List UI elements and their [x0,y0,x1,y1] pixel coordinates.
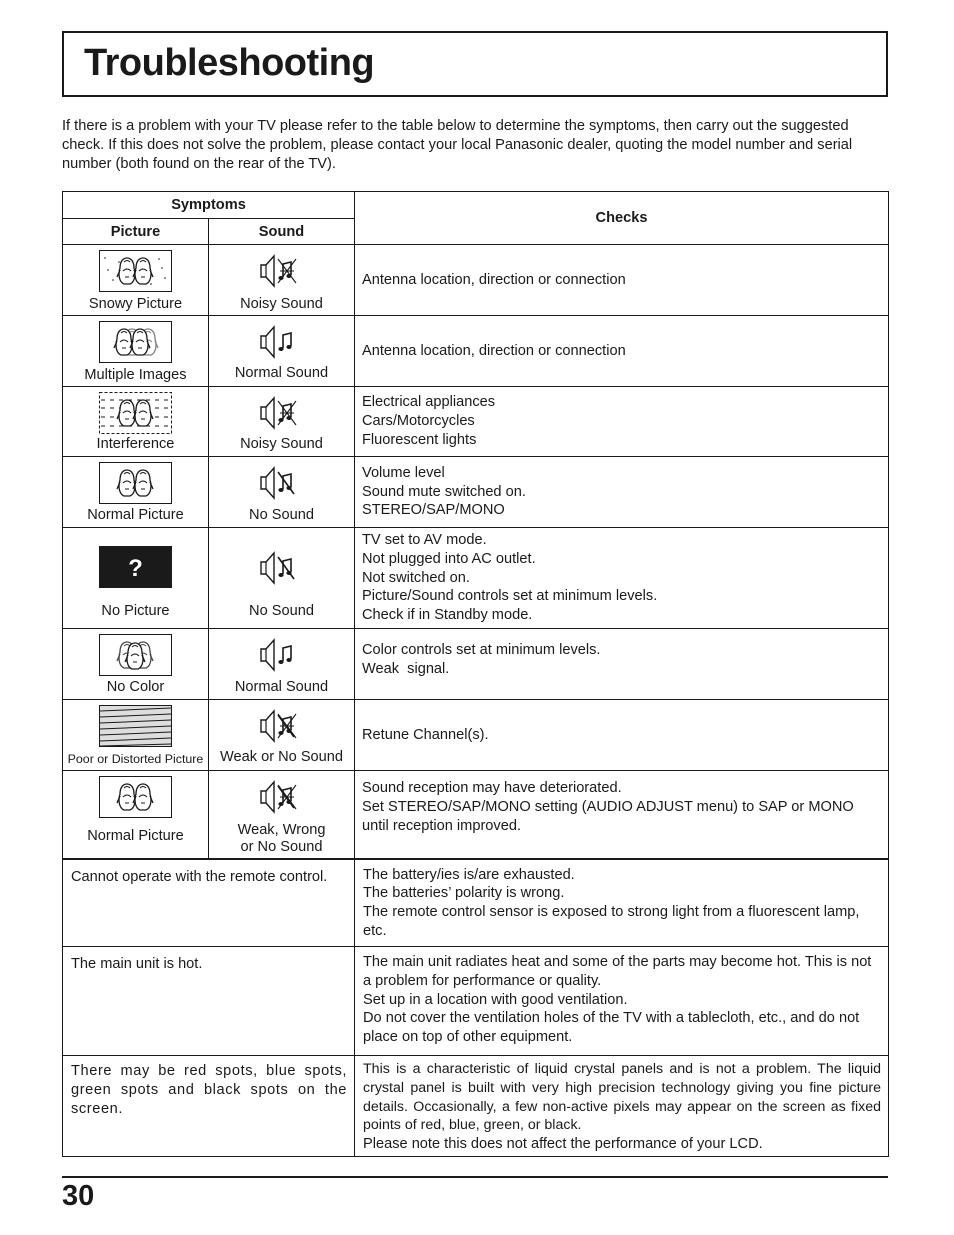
picture-cell [63,316,209,387]
picture-cell [63,771,209,859]
no-color-picture-icon [99,634,172,676]
check-item: Weak signal. [362,660,450,677]
check-item: The main unit radiates heat and some of the parts may become hot. This is not a problem for performance or quality. [363,954,872,989]
no-sound-icon [259,462,305,504]
table-row [63,771,889,859]
checks-cell [355,1056,889,1157]
sound-symptom-label: Normal Sound [234,365,329,381]
check-item: Antenna location, direction or connection [362,342,626,359]
symptom-cell: The main unit is hot. [63,947,355,1056]
page-number: 30 [62,1180,95,1212]
table-row [63,1056,889,1157]
sound-symptom-label: Weak or No Sound [219,749,344,765]
sound-cell [209,316,355,387]
page-title: Troubleshooting [84,42,375,84]
check-item: Electrical appliances [362,394,496,411]
normal-sound-icon [259,321,305,363]
table-row [63,457,889,528]
table-row [63,947,889,1056]
sound-header: Sound [209,219,355,245]
check-item: The remote control sensor is exposed to strong light from a fluorescent lamp, etc. [363,904,860,939]
check-item: Retune Channel(s). [362,726,489,743]
normal-sound-icon [259,634,305,676]
normal-picture-icon [99,776,172,818]
check-item: Fluorescent lights [362,431,477,448]
sound-symptom-label: Weak, Wrong [237,822,326,838]
page-title-box [62,31,888,97]
sound-symptom-label: No Sound [249,603,314,619]
sound-cell [209,771,355,859]
picture-symptom-label: No Color [106,679,165,695]
picture-symptom-label: Normal Picture [87,507,184,523]
check-item: Set STEREO/SAP/MONO setting (AUDIO ADJUST menu) to SAP or MONO until reception improved. [362,798,854,834]
sound-symptom-label: or No Sound [240,839,323,855]
table-row [63,316,889,387]
footer-rule [62,1176,888,1178]
checks-cell [355,457,889,528]
checks-cell [355,245,889,316]
check-item: Do not cover the ventilation holes of the TV with a tablecloth, etc., and do not place on top of other equipment. [363,1010,860,1046]
sound-symptom-label: Noisy Sound [240,296,323,312]
distorted-picture-icon [99,705,172,747]
table-row [63,528,889,629]
noisy-sound-icon [259,250,305,292]
picture-symptom-label: Poor or Distorted Picture [67,752,204,766]
checks-cell [355,528,889,629]
sound-cell [209,528,355,629]
picture-cell [63,629,209,700]
table-row [63,700,889,771]
check-item: Set up in a location with good ventilation. [363,991,628,1008]
check-item: TV set to AV mode. [362,532,487,548]
check-item: Sound reception may have deteriorated. [362,780,622,796]
sound-symptom-label: No Sound [249,507,314,523]
checks-cell [355,947,889,1056]
picture-symptom-label: Snowy Picture [88,296,183,312]
check-item: Check if in Standby mode. [362,607,533,624]
check-item: Not switched on. [362,569,470,586]
picture-cell [63,528,209,629]
picture-cell [63,700,209,771]
checks-cell [355,387,889,457]
table-row [63,387,889,457]
picture-symptom-label: Interference [96,436,175,452]
multiple-images-icon [99,321,172,363]
table-row [63,245,889,316]
check-item: Picture/Sound controls set at minimum levels. [362,588,658,605]
no-picture-icon [99,546,172,588]
picture-cell [63,387,209,457]
picture-symptom-label: Multiple Images [84,367,187,383]
picture-header: Picture [63,219,209,245]
check-item: Cars/Motorcycles [362,413,475,430]
weak-sound-icon [259,705,305,747]
sound-cell [209,457,355,528]
normal-picture-icon [99,462,172,504]
picture-symptom-label: Normal Picture [87,828,184,844]
snowy-picture-icon [99,250,172,292]
check-item: The batteries’ polarity is wrong. [363,885,565,902]
table-row [63,859,889,947]
no-sound-icon [259,547,305,589]
checks-cell [355,629,889,700]
weak-wrong-sound-icon [259,776,305,818]
checks-cell [355,316,889,387]
check-item: Not plugged into AC outlet. [362,550,536,567]
checks-cell [355,700,889,771]
checks-cell [355,859,889,947]
sound-symptom-label: Normal Sound [234,679,329,695]
picture-cell [63,457,209,528]
check-item: Please note this does not affect the performance of your LCD. [363,1136,763,1153]
sound-cell [209,245,355,316]
interference-picture-icon [99,392,172,434]
intro-paragraph: If there is a problem with your TV please refer to the table below to determine the symptoms, then carry out the suggested check. If this does not solve the problem, please contact your local Panasonic dealer, quoting the model number and serial number (both found on the rear of the TV). [62,118,853,172]
sound-symptom-label: Noisy Sound [240,436,323,452]
checks-cell [355,771,889,859]
sound-cell [209,387,355,457]
no-picture-question-mark: ? [128,555,143,582]
troubleshooting-table [62,191,889,1157]
check-item: Sound mute switched on. [362,483,526,500]
picture-symptom-label: No Picture [101,603,170,619]
symptom-cell: There may be red spots, blue spots, green spots and black spots on the screen. [63,1056,355,1157]
check-item: STEREO/SAP/MONO [362,502,505,519]
symptom-cell: Cannot operate with the remote control. [63,859,355,947]
check-item: The battery/ies is/are exhausted. [363,866,575,883]
noisy-sound-icon [259,392,305,434]
checks-header: Checks [355,192,889,245]
sound-cell [209,700,355,771]
check-item: Antenna location, direction or connection [362,271,626,288]
check-item: Color controls set at minimum levels. [362,642,601,658]
table-row [63,629,889,700]
picture-cell [63,245,209,316]
symptoms-header: Symptoms [63,192,355,219]
check-item: Volume level [362,464,445,481]
check-item: This is a characteristic of liquid crystal panels and is not a problem. The liquid crystal panel is built with very high precision technology giving you fine picture details. Occasionally, a few non-active pixels may appear on the screen as fixed points of red, blue, green, or black. [363,1061,882,1134]
sound-cell [209,629,355,700]
